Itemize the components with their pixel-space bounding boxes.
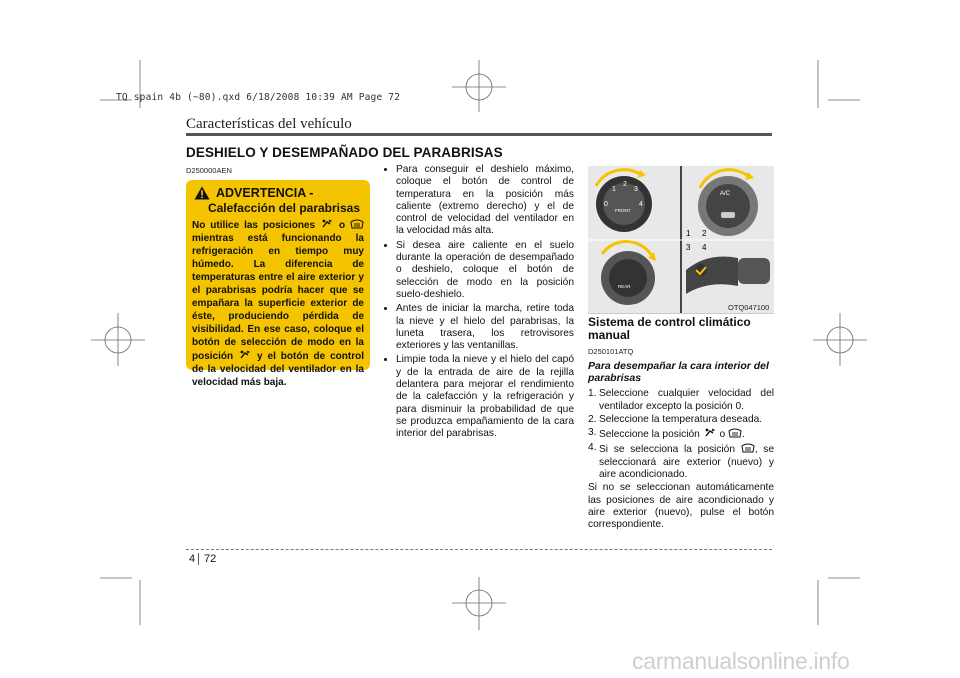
figure-caption: OTQ047100 [728, 303, 770, 312]
page-number [186, 553, 216, 565]
figure-label: 3 [686, 243, 691, 252]
dial-number: 4 [639, 201, 643, 208]
step-text [599, 427, 774, 441]
closing-paragraph: Si no se seleccionan automáticamente las posiciones de aire acondicionado y aire exterior (nuevo), pulse el botón correspondiente. [588, 482, 774, 531]
bullet-column [386, 164, 574, 443]
defrost-icon [350, 218, 364, 229]
step-number: 2. [588, 413, 597, 425]
warning-body [192, 218, 364, 389]
step-text-part: o [719, 429, 726, 441]
warning-text-2: mientras está funcionando la refrigeración en tiempo muy húmedo. La diferencia de temperaturas entre el aire exterior y el parabrisas podría hacer que se empañara la superficie exterior de éste, produciendo pérdida de visibilidad. En ese caso, coloque el botón de selección de modo en la posición [192, 233, 364, 362]
step-2 [588, 414, 774, 426]
section-subtitle: Sistema de control climático manual [588, 315, 751, 342]
front-label: FRONT [615, 208, 631, 213]
list-item: • Antes de iniciar la marcha, retire toda la nieve y el hielo del parabrisas, la luneta trasera, los retrovisores exteriores y las ventanillas. [396, 303, 574, 352]
floor-defrost-icon [238, 349, 252, 360]
footer-rule [186, 549, 772, 550]
chapter-number: 4 [186, 553, 199, 565]
step-1 [588, 388, 774, 413]
warning-subtitle: Calefacción del parabrisas [207, 201, 361, 215]
warning-or: o [338, 220, 346, 231]
dial-number: 3 [634, 186, 638, 193]
floor-defrost-icon [320, 218, 334, 229]
floor-defrost-icon [703, 427, 717, 438]
step-text [599, 442, 774, 481]
print-slug: TQ spain 4b (~80).qxd 6/18/2008 10:39 AM Page 72 [116, 92, 401, 103]
tips-list [386, 164, 574, 441]
defrost-icon [728, 427, 742, 438]
section-code: D250000AEN [186, 166, 232, 175]
dial-number: 0 [604, 201, 608, 208]
warning-triangle-icon [194, 186, 210, 200]
step-text-part: Si se selecciona la posición [599, 444, 736, 456]
dial-number: 1 [612, 186, 616, 193]
registration-mark-left [91, 313, 145, 366]
header-rule [186, 133, 772, 136]
figure-label: 4 [702, 243, 707, 252]
list-item: • Limpie toda la nieve y el hielo del capó y de la entrada de aire de la rejilla delantera para mejorar el rendimiento de la calefacción y la refrigeración y para disminuir la probabilidad de que se produzca empañamiento de la cara interior del parabrisas. [396, 354, 574, 440]
section-header: Características del vehículo [186, 116, 352, 132]
dial-number: 2 [623, 181, 627, 188]
registration-mark-top [452, 60, 506, 112]
watermark: carmanualsonline.info [632, 648, 850, 674]
list-item: • Para conseguir el deshielo máximo, coloque el botón de control de temperatura en la posición más caliente (extremo derecho) y el de control de velocidad del ventilador en la velocidad más alta. [396, 164, 574, 238]
registration-mark-bottom [452, 577, 506, 630]
warning-text-1: No utilice las posiciones [192, 220, 316, 231]
step-4 [588, 442, 774, 481]
figure-label: 2 [702, 229, 707, 238]
step-text: Seleccione cualquier velocidad del ventilador excepto la posición 0. [599, 388, 774, 412]
warning-box [186, 180, 370, 388]
climate-control-figure [588, 166, 774, 314]
step-number: 4. [588, 442, 597, 454]
procedure-title: Para desempañar la cara interior del parabrisas [588, 360, 769, 385]
list-item: • Si desea aire caliente en el suelo durante la operación de desempañado o deshielo, coloque el botón de selección de modo en la posición suelo-deshielo. [396, 240, 574, 301]
step-text-part: Seleccione la posición [599, 429, 700, 441]
step-number: 1. [588, 388, 597, 400]
page-title: DESHIELO Y DESEMPAÑADO DEL PARABRISAS [186, 145, 503, 160]
step-3 [588, 427, 774, 441]
control-panel-illustration [588, 166, 774, 313]
warning-text-3: y el botón de control de la velocidad del ventilador en la velocidad más baja. [192, 351, 365, 388]
step-text-part: . [742, 429, 745, 441]
climate-section [588, 316, 774, 532]
step-text-part: , se seleccionará aire exterior (nuevo) y aire acondicionado. [599, 444, 774, 481]
registration-mark-right [813, 313, 867, 366]
page-number-value: 72 [204, 553, 217, 565]
figure-label: 1 [686, 229, 691, 238]
step-number: 3. [588, 427, 597, 439]
rear-label: REAR [618, 284, 631, 289]
warning-title: ADVERTENCIA - [216, 186, 314, 200]
defrost-icon [741, 442, 755, 453]
ac-label: A/C [720, 191, 731, 197]
step-text: Seleccione la temperatura deseada. [599, 413, 763, 425]
section-code: D250101ATQ [588, 347, 634, 356]
